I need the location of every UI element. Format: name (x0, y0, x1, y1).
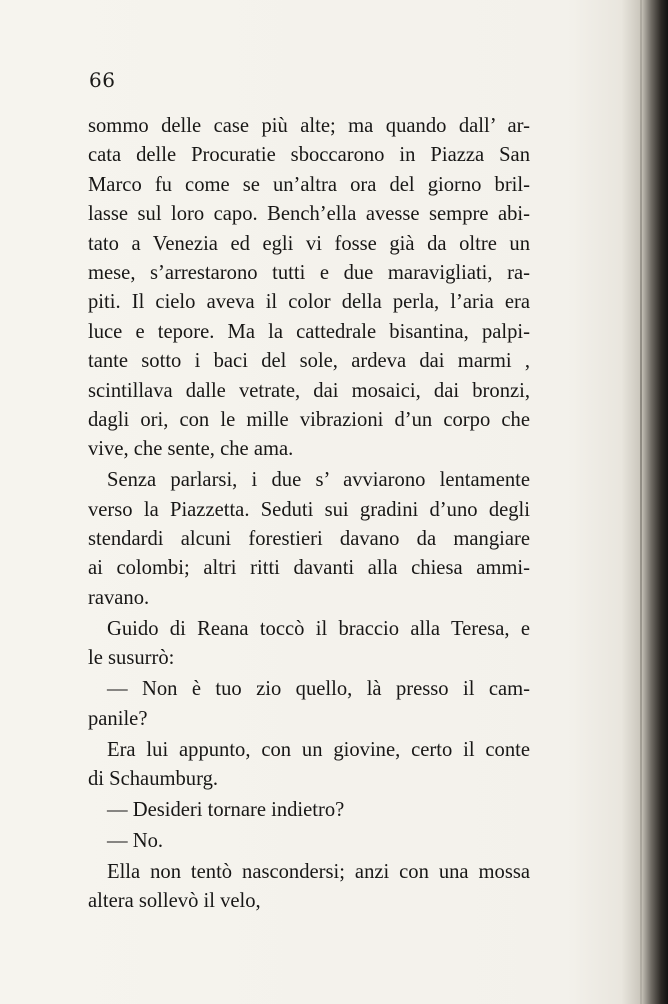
text-line: Era lui appunto, con un giovine, certo il conte (107, 738, 530, 761)
text-line: verso la Piazzetta. Seduti sui gradini d’uno degli (88, 498, 530, 521)
text-line: Senza parlarsi, i due s’ avviarono lentamente (107, 469, 530, 492)
text-line: cata delle Procuratie sboccarono in Piazza San (88, 144, 530, 167)
text-line: Guido di Reana toccò il braccio alla Teresa, e (107, 617, 530, 640)
text-line: panile? (88, 707, 148, 730)
text-line: altera sollevò il velo, (88, 890, 261, 913)
text-line: tato a Venezia ed egli vi fosse già da oltre un (88, 232, 530, 255)
text-line: dagli ori, con le mille vibrazioni d’un corpo che (88, 408, 530, 431)
text-line: — Non è tuo zio quello, là presso il cam- (107, 678, 530, 701)
text-line: ravano. (88, 586, 150, 609)
text-line: ai colombi; altri ritti davanti alla chiesa ammi- (88, 557, 530, 580)
text-line: — Desideri tornare indietro? (107, 798, 345, 821)
text-line: scintillava dalle vetrate, dai mosaici, dai bronzi, (88, 379, 530, 402)
text-line: di Schaumburg. (88, 767, 219, 790)
text-line: sommo delle case più alte; ma quando dall’ ar- (88, 115, 530, 137)
text-line: luce e tepore. Ma la cattedrale bisantina, palpi- (88, 320, 530, 343)
text-line: Marco fu come se un’altra ora del giorno bril- (88, 173, 530, 196)
text-line: tante sotto i baci del sole, ardeva dai marmi , (88, 350, 530, 373)
text-line: vive, che sente, che ama. (88, 438, 294, 461)
text-line: piti. Il cielo aveva il color della perla, l’aria era (88, 291, 530, 314)
page-number: 66 (89, 68, 116, 92)
body-text (88, 112, 530, 917)
text-line: lasse sul loro capo. Bench’ella avesse sempre abi- (88, 203, 530, 226)
text-line: mese, s’arrestarono tutti e due maravigliati, ra- (88, 261, 530, 284)
text-line: Ella non tentò nascondersi; anzi con una mossa (107, 860, 530, 883)
text-line: stendardi alcuni forestieri davano da mangiare (88, 528, 530, 551)
text-line: le susurrò: (88, 647, 175, 670)
text-line: — No. (107, 829, 164, 852)
page-gutter (640, 0, 642, 1004)
